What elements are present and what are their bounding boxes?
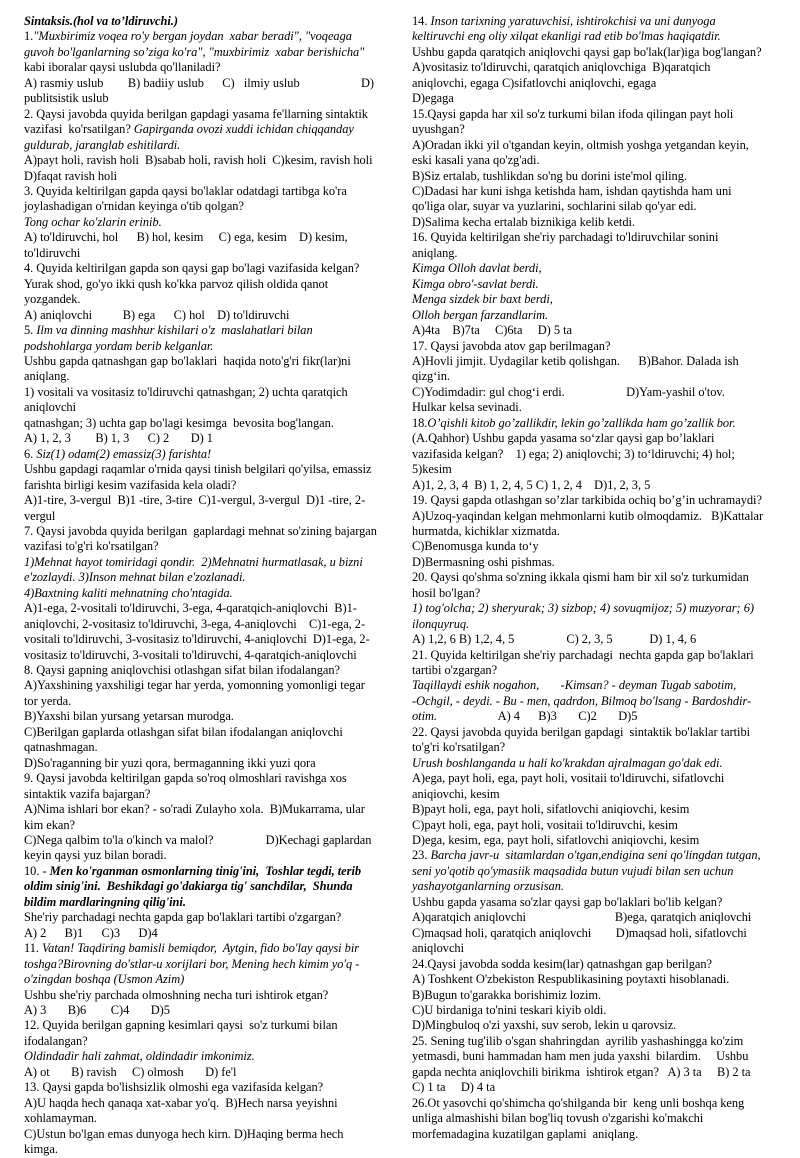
text-line: A)Uzoq-yaqindan kelgan mehmonlarni kutib olmoqdamiz. B)Kattalar (412, 508, 764, 523)
text-line (24, 323, 394, 338)
text-line: podshohlarga yordam berib kelganlar. (24, 338, 214, 353)
line-prefix: 5. (24, 323, 37, 338)
line-prefix: 10. - (24, 863, 50, 878)
text-line: A)ega, payt holi, ega, payt holi, vositaii to'ldiruvchi, sifatlovchi (412, 771, 725, 786)
text-line: aniqiovchi, kesim (412, 786, 500, 801)
text-line: qatnashgan; 3) uchta gap bo'lagi kesimga bevosita bog'langan. (24, 415, 334, 430)
text-line: A) to'ldiruvchi, hol B) hol, kesim C) ega, kesim D) kesim, (24, 230, 348, 245)
text-line: C)payt holi, ega, payt holi, vositaii to'ldiruvchi, kesim (412, 817, 678, 832)
text-line (412, 416, 784, 431)
text-line: farishta birligi kesim vazifasida kela oladi? (24, 477, 237, 492)
text-line: keyin qaysi yuz bilan boradi. (24, 848, 167, 863)
text-line: toshga?Birovning do'stlar-u xorijlari bor, Mening hech kimim yo'q - (24, 956, 360, 971)
text-line: aniqlovchi, 2-vositasiz to'ldiruvchi, 3-ega, 4-aniqlovchi C)1-ega, 2- (24, 616, 366, 631)
text-line (24, 29, 394, 44)
text-line: joylashadigan o'rnidan keyinga o'tib qolgan? (24, 199, 244, 214)
text-line: hosil bo'lgan? (412, 585, 481, 600)
text-line: o'zingdan boshqa (Usmon Azim) (24, 972, 185, 987)
text-line: 26.Ot yasovchi qo'shimcha qo'shilganda bir keng unli boshqa keng (412, 1095, 745, 1110)
text-line: aniqlovchi (412, 941, 465, 956)
text-line: A)Yaxshining yaxshiligi tegar har yerda, yomonning yomonligi tegar (24, 678, 365, 693)
text-line: vazifasi to'g'ri ko'rsatilgan? (24, 539, 159, 554)
text-line: uyushgan? (412, 122, 465, 137)
text-line: C)Yodimdadir: gul chog‘i erdi. D)Yam-yashil o'tov. (412, 384, 725, 399)
text-line (24, 864, 394, 879)
text-line: Sintaksis.(hol va to’ldiruvchi.) (24, 14, 178, 28)
text-line: qo'liga olar, suyar va yuzlarini, sochlarini silab qo'yar edi. (412, 199, 697, 214)
text-line: oldim sinig'ini. Beshikdagi go'dakiarga tig' sanchdilar, Shunda (24, 879, 353, 894)
text-line: 20. Qaysi qo'shma so'zning ikkala qismi ham bir xil so'z turkumidan (412, 570, 749, 585)
text-line: 21. Quyida keltirilgan she'riy parchadagi nechta gapda gap bo'laklari (412, 647, 754, 662)
text-line: D)Mingbuloq o'zi yaxshi, suv serob, lekin u qarovsiz. (412, 1018, 677, 1033)
text-line: eski kasali yana qo'zg'adi. (412, 153, 540, 168)
line-prefix: 23. (412, 848, 431, 863)
text-line: aniqlovchi, egaga C)sifatlovchi aniqlovchi, egaga (412, 75, 657, 90)
text-line: A)4ta B)7ta C)6ta D) 5 ta (412, 323, 572, 338)
line-emphasis: otim. (412, 709, 437, 724)
text-line: gapda nechta aniqlovchili birikma ishtirok etgan? A) 3 ta B) 2 ta (412, 1064, 751, 1079)
text-line: C) 1 ta D) 4 ta (412, 1080, 496, 1095)
text-line: aniqlang. (24, 369, 70, 384)
text-line: 22. Qaysi javobda quyida berilgan gapdagi sintaktik bo'laklar tartibi (412, 724, 751, 739)
text-line: B)payt holi, ega, payt holi, sifatlovchi aniqiovchi, kesim (412, 802, 690, 817)
text-line: Tong ochar ko'zlarin erinib. (24, 214, 162, 229)
text-line: 8. Qaysi gapning aniqlovchisi otlashgan sifat bilan ifodalangan? (24, 663, 341, 678)
line-emphasis: Inson tarixning yaratuvchisi, ishtirokchisi va uni dunyoga (430, 14, 716, 28)
text-line (412, 14, 784, 29)
line-emphasis: Siz(1) odam(2) emassiz(3) farishta! (36, 446, 212, 461)
text-line: Olloh bergan farzandlarim. (412, 307, 549, 322)
text-line: hurmatda, kichiklar xizmatda. (412, 523, 560, 538)
text-line: ifodalangan? (24, 1033, 88, 1048)
text-line: to'g'ri ko'rsatilgan? (412, 740, 506, 755)
text-line: 19. Qaysi gapda otlashgan so’zlar tarkibida ochiq bo’g’in uchramaydi? (412, 493, 762, 508)
text-line: keltiruvchi eng oliy xilqat ekanligi rad etib bo'lmas haqiqatdir. (412, 29, 721, 44)
text-line: A) ot B) ravish C) olmosh D) fe'l (24, 1064, 237, 1079)
text-line: aniqlovchi (24, 400, 77, 415)
text-line: vazifasida kelgan? 1) ega; 2) aniqlovchi; 3) to‘ldiruvchi; 4) hol; (412, 446, 735, 461)
text-line: C)Nega qalbim to'la o'kinch va malol? D)Kechagi gaplardan (24, 833, 372, 848)
text-line: Oldindadir hali zahmat, oldindadir imkonimiz. (24, 1049, 255, 1064)
text-line: A)Oradan ikki yil o'tgandan keyin, oltmish yoshga yetgandan keyin, (412, 137, 749, 152)
text-line: 1)Mehnat hayot tomiridagi qondir. 2)Mehnatni hurmatlasak, u bizni (24, 554, 363, 569)
text-line: C)maqsad holi, qaratqich aniqlovchi D)maqsad holi, sifatlovchi (412, 925, 747, 940)
text-line: 25. Sening tug'ilib o'sgan shahringdan ayrilib yashashingga ko'zim (412, 1033, 744, 1048)
text-line: C)U birdaniga to'nini teskari kiyib oldi. (412, 1003, 607, 1017)
text-line: morfemadagina kuzatilgan gaplami aniqlang. (412, 1126, 639, 1141)
line-emphasis: O’qishli kitob go’zallikdir, lekin go’zallikda ham go’zallik bor. (427, 415, 736, 430)
text-line: B)Yaxshi bilan yursang yetarsan murodga. (24, 709, 234, 724)
text-line: yashayotganlarning orzusisan. (412, 879, 564, 894)
text-line: She'riy parchadagi nechta gapda gap bo'laklari tartibi o'zgargan? (24, 910, 342, 925)
text-line: A) 2 B)1 C)3 D)4 (24, 925, 158, 940)
text-line: C)Berilgan gaplarda otlashgan sifat bilan ifodalangan aniqlovchi (24, 724, 343, 739)
text-line: D)ega, kesim, ega, payt holi, sifatlovchi aniqiovchi, kesim (412, 833, 700, 848)
text-line: Yurak shod, go'yo ikki qush ko'kka parvoz qilish oldida qanot (24, 276, 329, 291)
text-line (24, 447, 394, 462)
text-line: kimga. (24, 1142, 58, 1157)
line-prefix: vazifasi ko'rsatilgan? (24, 122, 134, 137)
text-line: aniqlang. (412, 245, 458, 260)
left-column (24, 14, 394, 1158)
text-line: A)U haqda hech qanaqa xat-xabar yo'q. B)Hech narsa yeyishni (24, 1095, 338, 1110)
text-line: A)payt holi, ravish holi B)sabab holi, ravish holi C)kesim, ravish holi (24, 153, 373, 168)
text-line: A)vositasiz to'ldiruvchi, qaratqich aniqlovchiga B)qaratqich (412, 60, 711, 75)
line-prefix: 1. (24, 29, 34, 44)
text-line: Ushbu gapda qaratqich aniqlovchi qaysi gap bo'lak(lar)iga bog'langan? (412, 44, 762, 59)
text-line: Kimga Olloh davlat berdi, (412, 261, 542, 276)
text-line: yozgandek. (24, 292, 81, 307)
text-line: C)Ustun bo'lgan emas dunyoga hech kirn. D)Haqing berma hech (24, 1126, 344, 1141)
text-line: A)1-tire, 3-vergul B)1 -tire, 3-tire C)1-vergul, 3-vergul D)1 -tire, 2- (24, 493, 366, 508)
text-line: -Ochgil, - deydi. - Bu - men, qadrdon, Bilmoq bo'lsang - Bardoshdir- (412, 693, 752, 708)
text-line: kabi iboralar qaysi uslubda qo'llaniladi? (24, 60, 221, 75)
text-line: A) 1,2, 6 B) 1,2, 4, 5 C) 2, 3, 5 D) 1, 4, 6 (412, 632, 697, 647)
text-line: Hulkar kelsa sevinadi. (412, 400, 522, 415)
text-line: xohlamayman. (24, 1111, 97, 1126)
text-line: bildim mardlaringning qilig'ini. (24, 894, 186, 909)
text-line: A) 3 B)6 C)4 D)5 (24, 1003, 170, 1017)
text-line: Urush boshlanganda u hali ko'krakdan ajralmagan go'dak edi. (412, 755, 723, 770)
text-line: qizg‘in. (412, 369, 450, 384)
text-line: C)Benomusga kunda to‘y (412, 539, 539, 554)
text-line: seni yo'qotib qo'ymasiik maqsadida butun vujudi bilan sen uchun (412, 863, 734, 878)
text-line: 24.Qaysi javobda sodda kesim(lar) qatnashgan gap berilgan? (412, 956, 713, 971)
text-line: Taqillaydi eshik nogahon, -Kimsan? - deyman Tugab sabotim, (412, 678, 737, 693)
text-line: (A.Qahhor) Ushbu gapda yasama so‘zlar qaysi gap bo’laklari (412, 431, 715, 446)
text-line: D)So'raganning bir yuzi qora, bermaganning ikki yuzi qora (24, 755, 316, 770)
text-line: D)Bermasning oshi pishmas. (412, 554, 555, 569)
text-line: 15.Qaysi gapda har xil so'z turkumi bilan ifoda qilingan payt holi (412, 106, 734, 121)
text-line: A)Hovli jimjit. Uydagilar ketib qolishgan. B)Bahor. Dalada ish (412, 353, 739, 368)
line-emphasis: Barcha javr-u sitamlardan o'tgan,endigina seni qo'lingdan tutgan, (430, 848, 761, 863)
text-line: 1) vositali va vositasiz to'ldiruvchi qatnashgan; 2) uchta qaratqich (24, 384, 348, 399)
text-line: tartibi o'zgargan? (412, 663, 498, 678)
text-line: qatnashmagan. (24, 740, 98, 755)
text-line: B)Bugun to'garakka borishimiz lozim. (412, 987, 602, 1002)
line-suffix: A) 4 B)3 C)2 D)5 (436, 709, 638, 724)
text-line: D)Salima kecha ertalab biznikiga kelib ketdi. (412, 214, 635, 229)
text-line: D)faqat ravish holi (24, 168, 118, 183)
text-line: 4. Quyida keltirilgan gapda son qaysi gap bo'lagi vazifasida kelgan? (24, 261, 360, 276)
text-line: 2. Qaysi javobda quyida berilgan gapdagi yasama fe'llarning sintaktik (24, 106, 368, 121)
text-line: Ushbu gapda qatnashgan gap bo'laklari haqida noto'g'ri fikr(lar)ni (24, 353, 351, 368)
line-emphasis: Men ko'rganman osmonlarning tinig'ini, Toshlar tegdi, terib (49, 863, 362, 878)
right-column (412, 14, 784, 1142)
text-line: guldurab, jaranglab eshitilardi. (24, 137, 181, 152)
line-prefix: 14. (412, 14, 431, 28)
text-line: ilonquyruq. (412, 616, 470, 631)
text-line: unliga almashishi bilan bog'liq tovush o'zgarishi ko'makchi (412, 1111, 704, 1126)
text-line: A)1, 2, 3, 4 B) 1, 2, 4, 5 C) 1, 2, 4 D)1, 2, 3, 5 (412, 477, 651, 492)
text-line: yetmasdi, buni hammadan ham men juda yaxshi bilardim. Ushbu (412, 1049, 749, 1064)
text-line: vositali to'ldiruvchi, 3-vositasiz to'ldiruvchi, 4-aniqlovchi D)1-ega, 2- (24, 632, 370, 647)
text-line: vergul (24, 508, 56, 523)
text-line: 16. Quyida keltirilgan she'riy parchadagi to'ldiruvchilar sonini (412, 230, 719, 245)
text-line: A) rasmiy uslub B) badiiy uslub C) ilmiy uslub D) (24, 75, 374, 90)
text-line: to'ldiruvchi (24, 245, 81, 260)
text-line: kim ekan? (24, 817, 75, 832)
text-line: Kimga obro'-savlat berdi. (412, 276, 539, 291)
text-line: Ushbu gapdagi raqamlar o'rnida qaysi tinish belgilari qo'yilsa, emassiz (24, 462, 372, 477)
text-line: A)1-ega, 2-vositali to'ldiruvchi, 3-ega, 4-qaratqich-aniqlovchi B)1- (24, 601, 357, 616)
line-prefix: 6. (24, 446, 37, 461)
text-line: 12. Quyida berilgan gapning kesimlari qaysi so'z turkumi bilan (24, 1018, 338, 1033)
text-line (24, 122, 394, 137)
text-line: 5)kesim (412, 462, 452, 477)
text-line: Menga sizdek bir baxt berdi, (412, 292, 553, 307)
text-line: A) aniqlovchi B) ega C) hol D) to'ldiruvchi (24, 307, 290, 322)
text-line: vositasiz to'ldiruvchi, 3-vositali to'ldiruvchi, 4-qaratqich-aniqlovchi (24, 647, 357, 662)
line-emphasis: Vatan! Taqdiring bamisli bemiqdor, Aytgin, fido bo'lay qaysi bir (42, 941, 360, 956)
text-line: 3. Quyida keltirilgan gapda qaysi bo'laklar odatdagi tartibga ko'ra (24, 183, 347, 198)
line-emphasis: "Muxbirimiz voqea ro'y bergan joydan xabar beradi", "voqeaga (33, 29, 352, 44)
text-line: guvoh bo'lganlarning so’ziga ko'ra", "muxbirimiz xabar berishicha" (24, 44, 365, 59)
text-line: A) Toshkent O'zbekiston Respublikasining poytaxti hisoblanadi. (412, 972, 730, 987)
text-line: 13. Qaysi gapda bo'lishsizlik olmoshi ega vazifasida kelgan? (24, 1080, 324, 1095)
line-emphasis: Ilm va dinning mashhur kishilari o'z maslahatlari bilan (36, 323, 313, 338)
text-line: tor yerda. (24, 693, 72, 708)
line-prefix: 18. (412, 415, 428, 430)
text-line (412, 848, 784, 863)
two-column-layout (24, 14, 788, 1158)
text-line: Ushbu gapda yasama so'zlar qaysi gap bo'laklari bo'lib kelgan? (412, 894, 723, 909)
text-line: sintaktik vazifa bajargan? (24, 786, 151, 801)
text-line: D)egaga (412, 91, 454, 106)
text-line: 1) tog'olcha; 2) sheryurak; 3) sizbop; 4) sovuqmijoz; 5) muzyorar; 6) (412, 601, 754, 616)
text-line (412, 709, 784, 724)
text-line: publitsistik uslub (24, 91, 109, 106)
text-line: 9. Qaysi javobda keltirilgan gapda so'roq olmoshlari ravishga xos (24, 771, 347, 786)
line-prefix: 11. (24, 941, 43, 956)
text-line: A)Nima ishlari bor ekan? - so'radi Zulayho xola. B)Mukarrama, ular (24, 802, 365, 817)
text-line: 17. Qaysi javobda atov gap berilmagan? (412, 338, 611, 353)
text-line: A) 1, 2, 3 B) 1, 3 C) 2 D) 1 (24, 431, 213, 446)
text-line: Ushbu she'riy parchada olmoshning necha turi ishtirok etgan? (24, 987, 329, 1002)
text-line: 7. Qaysi javobda quyida berilgan gaplardagi mehnat so'zining bajargan (24, 523, 377, 538)
text-line: B)Siz ertalab, tushlikdan so'ng bu dorini iste'mol qiling. (412, 168, 687, 183)
text-line: C)Dadasi har kuni ishga ketishda ham, ishdan qaytishda ham uni (412, 183, 732, 198)
text-line: e'zozlaydi. 3)Inson mehnat bilan e'zozlanadi. (24, 570, 246, 585)
text-line (24, 941, 394, 956)
text-line: 4)Baxtning kaliti mehnatning cho'ntagida. (24, 585, 233, 600)
text-line: A)qaratqich aniqlovchi B)ega, qaratqich aniqlovchi (412, 910, 752, 925)
line-emphasis: Gapirganda ovozi xuddi ichidan chiqqanday (133, 122, 354, 137)
